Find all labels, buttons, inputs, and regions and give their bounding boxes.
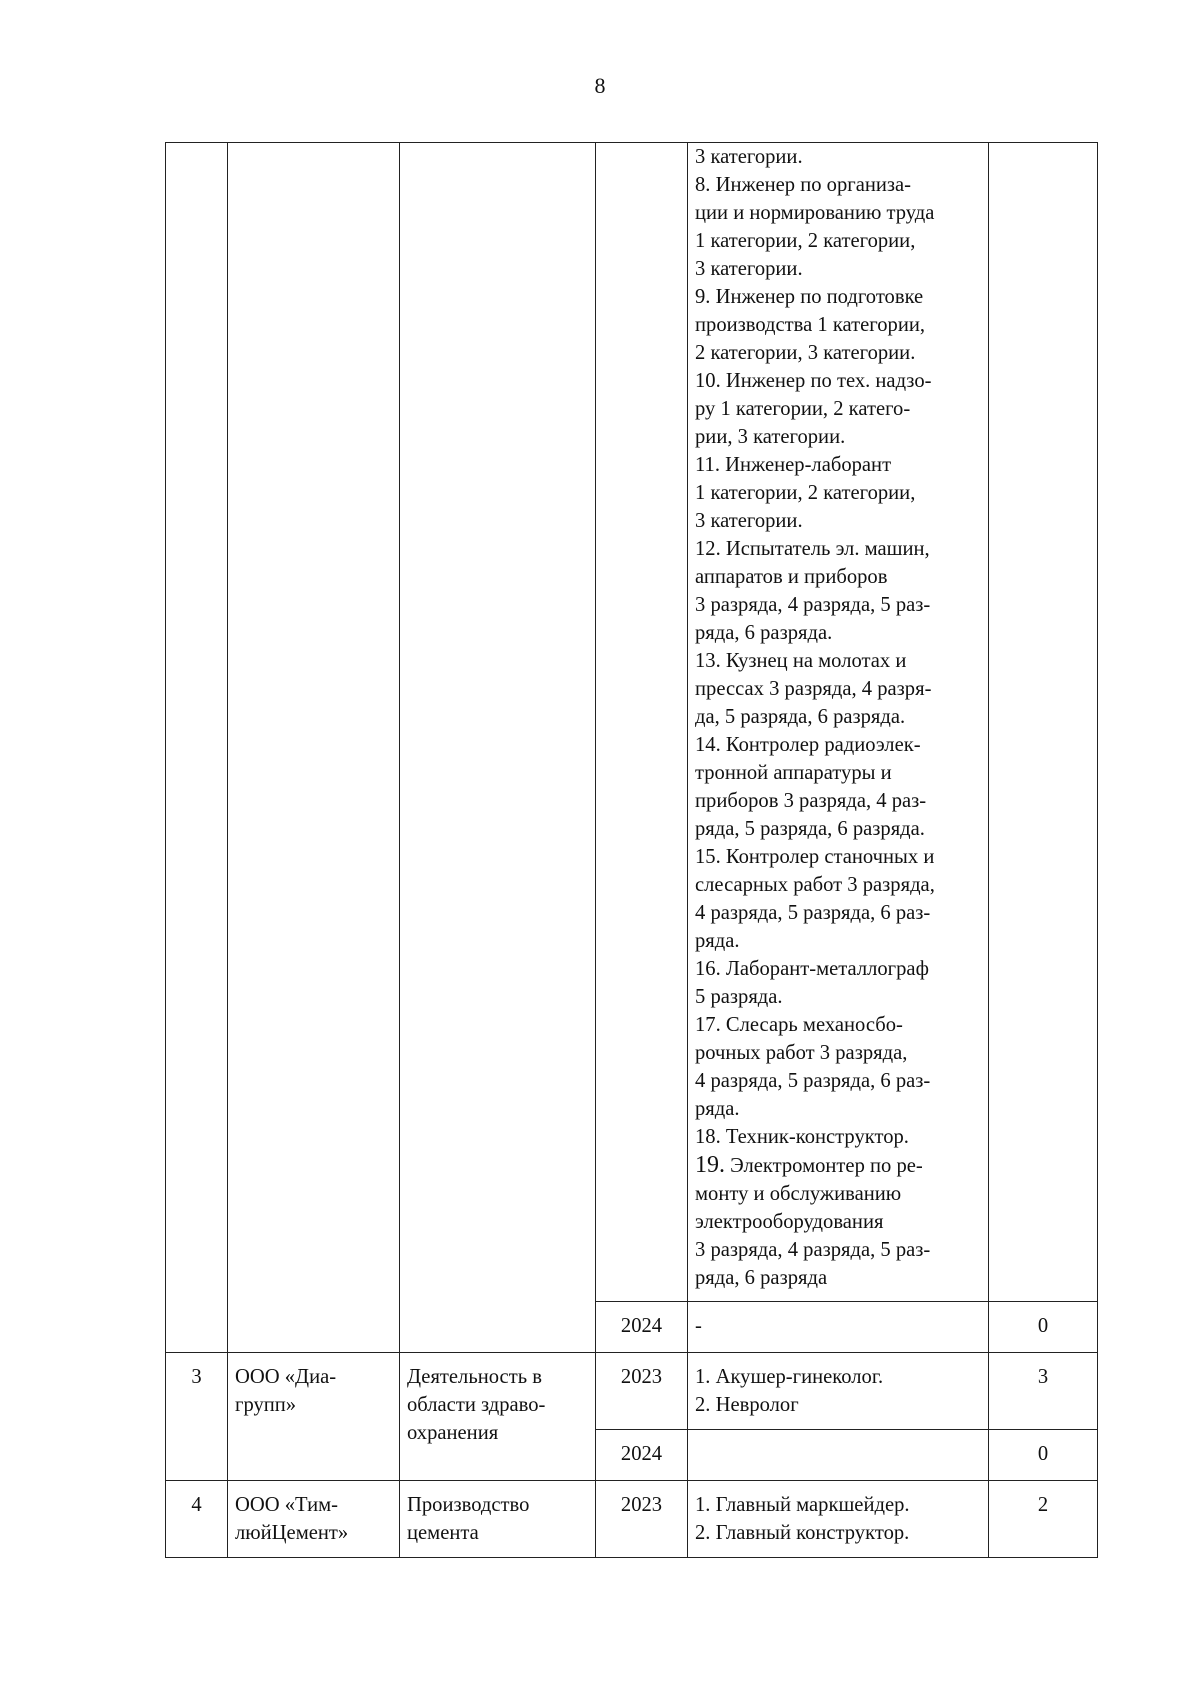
cell-count: 2: [989, 1481, 1098, 1558]
cell-count-2024: 0: [989, 1302, 1098, 1353]
vacancy-line: 3 разряда, 4 разряда, 5 раз-: [695, 1239, 931, 1261]
vacancy-line: 3 категории.: [695, 146, 803, 168]
company-line: ООО «Тим-: [235, 1494, 339, 1516]
vacancy-line: 14. Контролер радиоэлек-: [695, 734, 921, 756]
cell-company: [228, 1353, 400, 1481]
vacancy-line: приборов 3 разряда, 4 раз-: [695, 790, 927, 812]
vacancy-line: 2. Невролог: [695, 1394, 799, 1416]
vacancy-line: аппаратов и приборов: [695, 566, 888, 588]
vacancy-line: слесарных работ 3 разряда,: [695, 874, 935, 896]
activity-line: Производство: [407, 1494, 530, 1516]
cell-vacancies-continued: [688, 143, 989, 1302]
cell-year-2024: 2024: [596, 1302, 688, 1353]
vacancy-line: 1. Акушер-гинеколог.: [695, 1366, 884, 1388]
activity-line: цемента: [407, 1522, 479, 1544]
vacancy-line: ру 1 категории, 2 катего-: [695, 398, 911, 420]
vacancy-line: ряда, 6 разряда.: [695, 622, 833, 644]
vacancy-line: 4 разряда, 5 разряда, 6 раз-: [695, 902, 931, 924]
vacancy-line: ряда.: [695, 1098, 740, 1120]
cell-year: 2023: [596, 1481, 688, 1558]
company-line: ООО «Диа-: [235, 1366, 337, 1388]
vacancy-line: 9. Инженер по подготовке: [695, 286, 924, 308]
cell-vacancies-2024: -: [688, 1302, 989, 1353]
vacancy-line: 1 категории, 2 категории,: [695, 230, 916, 252]
table-row-3-2023: [166, 1353, 1098, 1430]
vacancy-line: 10. Инженер по тех. надзо-: [695, 370, 932, 392]
item-19-title: Электромонтер по ре-: [725, 1155, 923, 1177]
cell-year-continued: [596, 143, 688, 1302]
company-line: групп»: [235, 1394, 297, 1416]
vacancy-line: 8. Инженер по организа-: [695, 174, 912, 196]
vacancy-line: 1. Главный маркшейдер.: [695, 1494, 910, 1516]
vacancy-line: 2. Главный конструктор.: [695, 1522, 910, 1544]
cell-num: 3: [166, 1353, 228, 1481]
vacancy-line: 3 категории.: [695, 510, 803, 532]
cell-count-continued: [989, 143, 1098, 1302]
vacancy-line: 16. Лаборант-металлограф: [695, 958, 929, 980]
vacancy-line: ряда, 6 разряда: [695, 1267, 828, 1289]
vacancy-line-19: [695, 1151, 981, 1180]
cell-year: 2024: [596, 1430, 688, 1481]
item-19-number: 19.: [695, 1152, 725, 1178]
vacancy-line: ции и нормированию труда: [695, 202, 935, 224]
vacancy-line: 2 категории, 3 категории.: [695, 342, 916, 364]
cell-vacancies: [688, 1353, 989, 1430]
cell-vacancies: [688, 1481, 989, 1558]
vacancy-line: производства 1 категории,: [695, 314, 926, 336]
vacancy-line: 1 категории, 2 категории,: [695, 482, 916, 504]
cell-num: 4: [166, 1481, 228, 1558]
vacancy-line: ряда, 5 разряда, 6 разряда.: [695, 818, 925, 840]
vacancy-line: 18. Техник-конструктор.: [695, 1126, 909, 1148]
company-line: люйЦемент»: [235, 1522, 349, 1544]
vacancy-line: 17. Слесарь механосбо-: [695, 1014, 903, 1036]
vacancy-line: ряда.: [695, 930, 740, 952]
vacancy-line: прессах 3 разряда, 4 разря-: [695, 678, 932, 700]
cell-num-continued: [166, 143, 228, 1353]
cell-count: 3: [989, 1353, 1098, 1430]
vacancy-line: 11. Инженер-лаборант: [695, 454, 892, 476]
vacancy-line: электрооборудования: [695, 1211, 884, 1233]
page-number: 8: [594, 73, 606, 98]
vacancy-line: тронной аппаратуры и: [695, 762, 892, 784]
vacancy-line: 3 разряда, 4 разряда, 5 раз-: [695, 594, 931, 616]
activity-line: области здраво-: [407, 1394, 546, 1416]
cell-activity: [400, 1481, 596, 1558]
vacancy-line: 13. Кузнец на молотах и: [695, 650, 907, 672]
cell-company-continued: [228, 143, 400, 1353]
vacancy-line: 12. Испытатель эл. машин,: [695, 538, 930, 560]
vacancy-line: рии, 3 категории.: [695, 426, 846, 448]
vacancy-line: рочных работ 3 разряда,: [695, 1042, 908, 1064]
vacancy-line: 3 категории.: [695, 258, 803, 280]
cell-company: [228, 1481, 400, 1558]
vacancy-line: 4 разряда, 5 разряда, 6 раз-: [695, 1070, 931, 1092]
vacancy-line: 5 разряда.: [695, 986, 783, 1008]
vacancy-line: 15. Контролер станочных и: [695, 846, 935, 868]
cell-year: 2023: [596, 1353, 688, 1430]
cell-activity-continued: [400, 143, 596, 1353]
activity-line: охранения: [407, 1422, 499, 1444]
vacancy-table: [165, 142, 1098, 1558]
table-row-continued-2023: [166, 143, 1098, 1302]
vacancy-line: монту и обслуживанию: [695, 1183, 902, 1205]
vacancy-line: да, 5 разряда, 6 разряда.: [695, 706, 906, 728]
cell-vacancies: [688, 1430, 989, 1481]
activity-line: Деятельность в: [407, 1366, 542, 1388]
cell-count: 0: [989, 1430, 1098, 1481]
table-row-4-2023: [166, 1481, 1098, 1558]
cell-activity: [400, 1353, 596, 1481]
